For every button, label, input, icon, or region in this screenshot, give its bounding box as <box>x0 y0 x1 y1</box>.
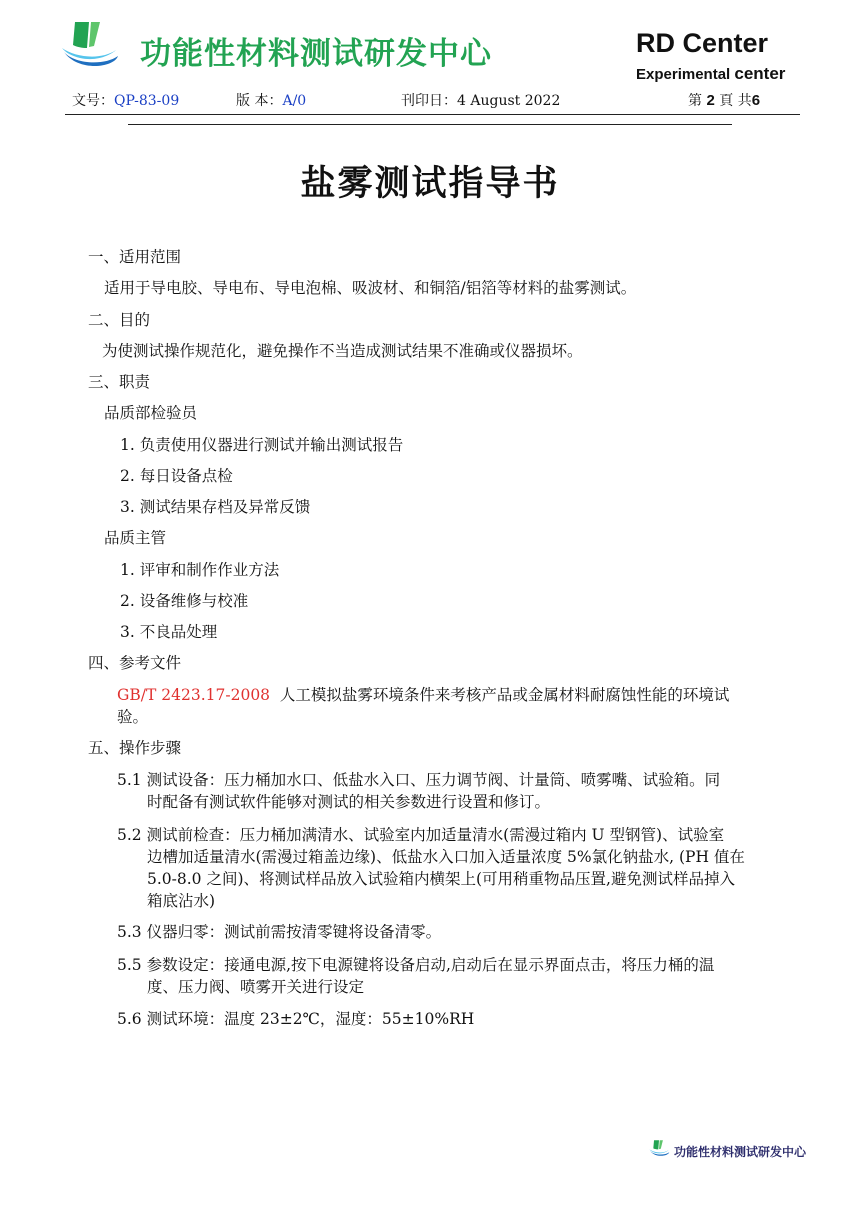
step-line: 箱底沾水) <box>147 892 216 910</box>
reference-text: 人工模拟盐雾环境条件来考核产品或金属材料耐腐蚀性能的环境试 <box>279 686 730 704</box>
section-1-body: 适用于导电胶、导电布、导电泡棉、吸波材、和铜箔/铝箔等材料的盐雾测试。 <box>104 279 637 297</box>
section-2-body: 为使测试操作规范化，避免操作不当造成测试结果不准确或仪器损坏。 <box>102 342 583 360</box>
rd-center-subtitle <box>636 64 785 84</box>
reference-line <box>117 685 729 705</box>
list-item: 3. 测试结果存档及异常反馈 <box>120 498 311 516</box>
version <box>236 90 306 110</box>
step-line: 时配备有测试软件能够对测试的相关参数进行设置和修订。 <box>147 793 551 811</box>
section-3-heading: 三、职责 <box>88 373 151 391</box>
step-line: 5.0-8.0 之间)、将测试样品放入试验箱内横架上(可用稍重物品压置,避免测试样品掉入 <box>147 870 735 888</box>
version-label: 版 本： <box>236 93 283 109</box>
doc-number <box>72 90 179 110</box>
footer-logo-icon <box>648 1137 670 1159</box>
section-5-heading: 五、操作步骤 <box>88 739 182 757</box>
list-item: 3. 不良品处理 <box>120 623 218 641</box>
step-line: 度、压力阀、喷雾开关进行设定 <box>147 978 365 996</box>
section-2-heading: 二、目的 <box>88 311 151 329</box>
center-name: 功能性材料测试研发中心 <box>140 36 492 72</box>
role-supervisor: 品质主管 <box>104 529 167 547</box>
step-line: 5.6 测试环境：温度 23±2℃，湿度：55±10%RH <box>117 1010 475 1028</box>
list-item: 2. 设备维修与校准 <box>120 592 249 610</box>
step-line: 5.1 测试设备：压力桶加水口、低盐水入口、压力调节阀、计量筒、喷雾嘴、试验箱。同 <box>117 771 721 789</box>
role-inspector: 品质部检验员 <box>104 404 198 422</box>
document-title: 盐雾测试指导书 <box>300 164 560 204</box>
section-1-heading: 一、适用范围 <box>88 248 182 266</box>
rd-sub-a: Experimental <box>636 66 731 83</box>
doc-number-value: QP-83-09 <box>114 93 180 109</box>
rd-sub-b: center <box>734 64 786 83</box>
section-4-heading: 四、参考文件 <box>88 654 182 672</box>
list-item: 2. 每日设备点检 <box>120 467 233 485</box>
header-rule-secondary <box>128 124 732 125</box>
list-item: 1. 评审和制作作业方法 <box>120 561 280 579</box>
print-date: 刊印日：4 August 2022 <box>401 93 561 109</box>
center-logo-icon <box>58 18 120 70</box>
doc-number-label: 文号： <box>72 93 114 109</box>
page-indicator <box>688 90 760 110</box>
step-line: 5.5 参数设定：接通电源,按下电源键将设备启动,启动后在显示界面点击，将压力桶的温 <box>117 956 715 974</box>
footer-center-name: 功能性材料测试研发中心 <box>674 1145 807 1159</box>
rd-center-title: RD Center <box>636 28 769 58</box>
list-item: 1. 负责使用仪器进行测试并输出测试报告 <box>120 436 404 454</box>
page-number: 2 <box>706 92 715 109</box>
step-line: 边槽加适量清水(需漫过箱盖边缘)、低盐水入口加入适量浓度 5%氯化钠盐水, (PH 值在 <box>147 848 745 866</box>
step-line: 5.3 仪器归零：测试前需按清零键将设备清零。 <box>117 923 442 941</box>
page-total: 6 <box>751 92 761 109</box>
step-line: 5.2 测试前检查：压力桶加满清水、试验室内加适量清水(需漫过箱内 U 型钢管)、试验室 <box>117 826 725 844</box>
page-label-b: 頁 共 <box>719 93 752 109</box>
reference-code: GB/T 2423.17-2008 <box>117 686 271 704</box>
header-rule <box>65 114 800 115</box>
version-value: A/0 <box>282 93 307 109</box>
page-label-a: 第 <box>688 93 702 109</box>
reference-text-cont: 验。 <box>117 708 149 726</box>
